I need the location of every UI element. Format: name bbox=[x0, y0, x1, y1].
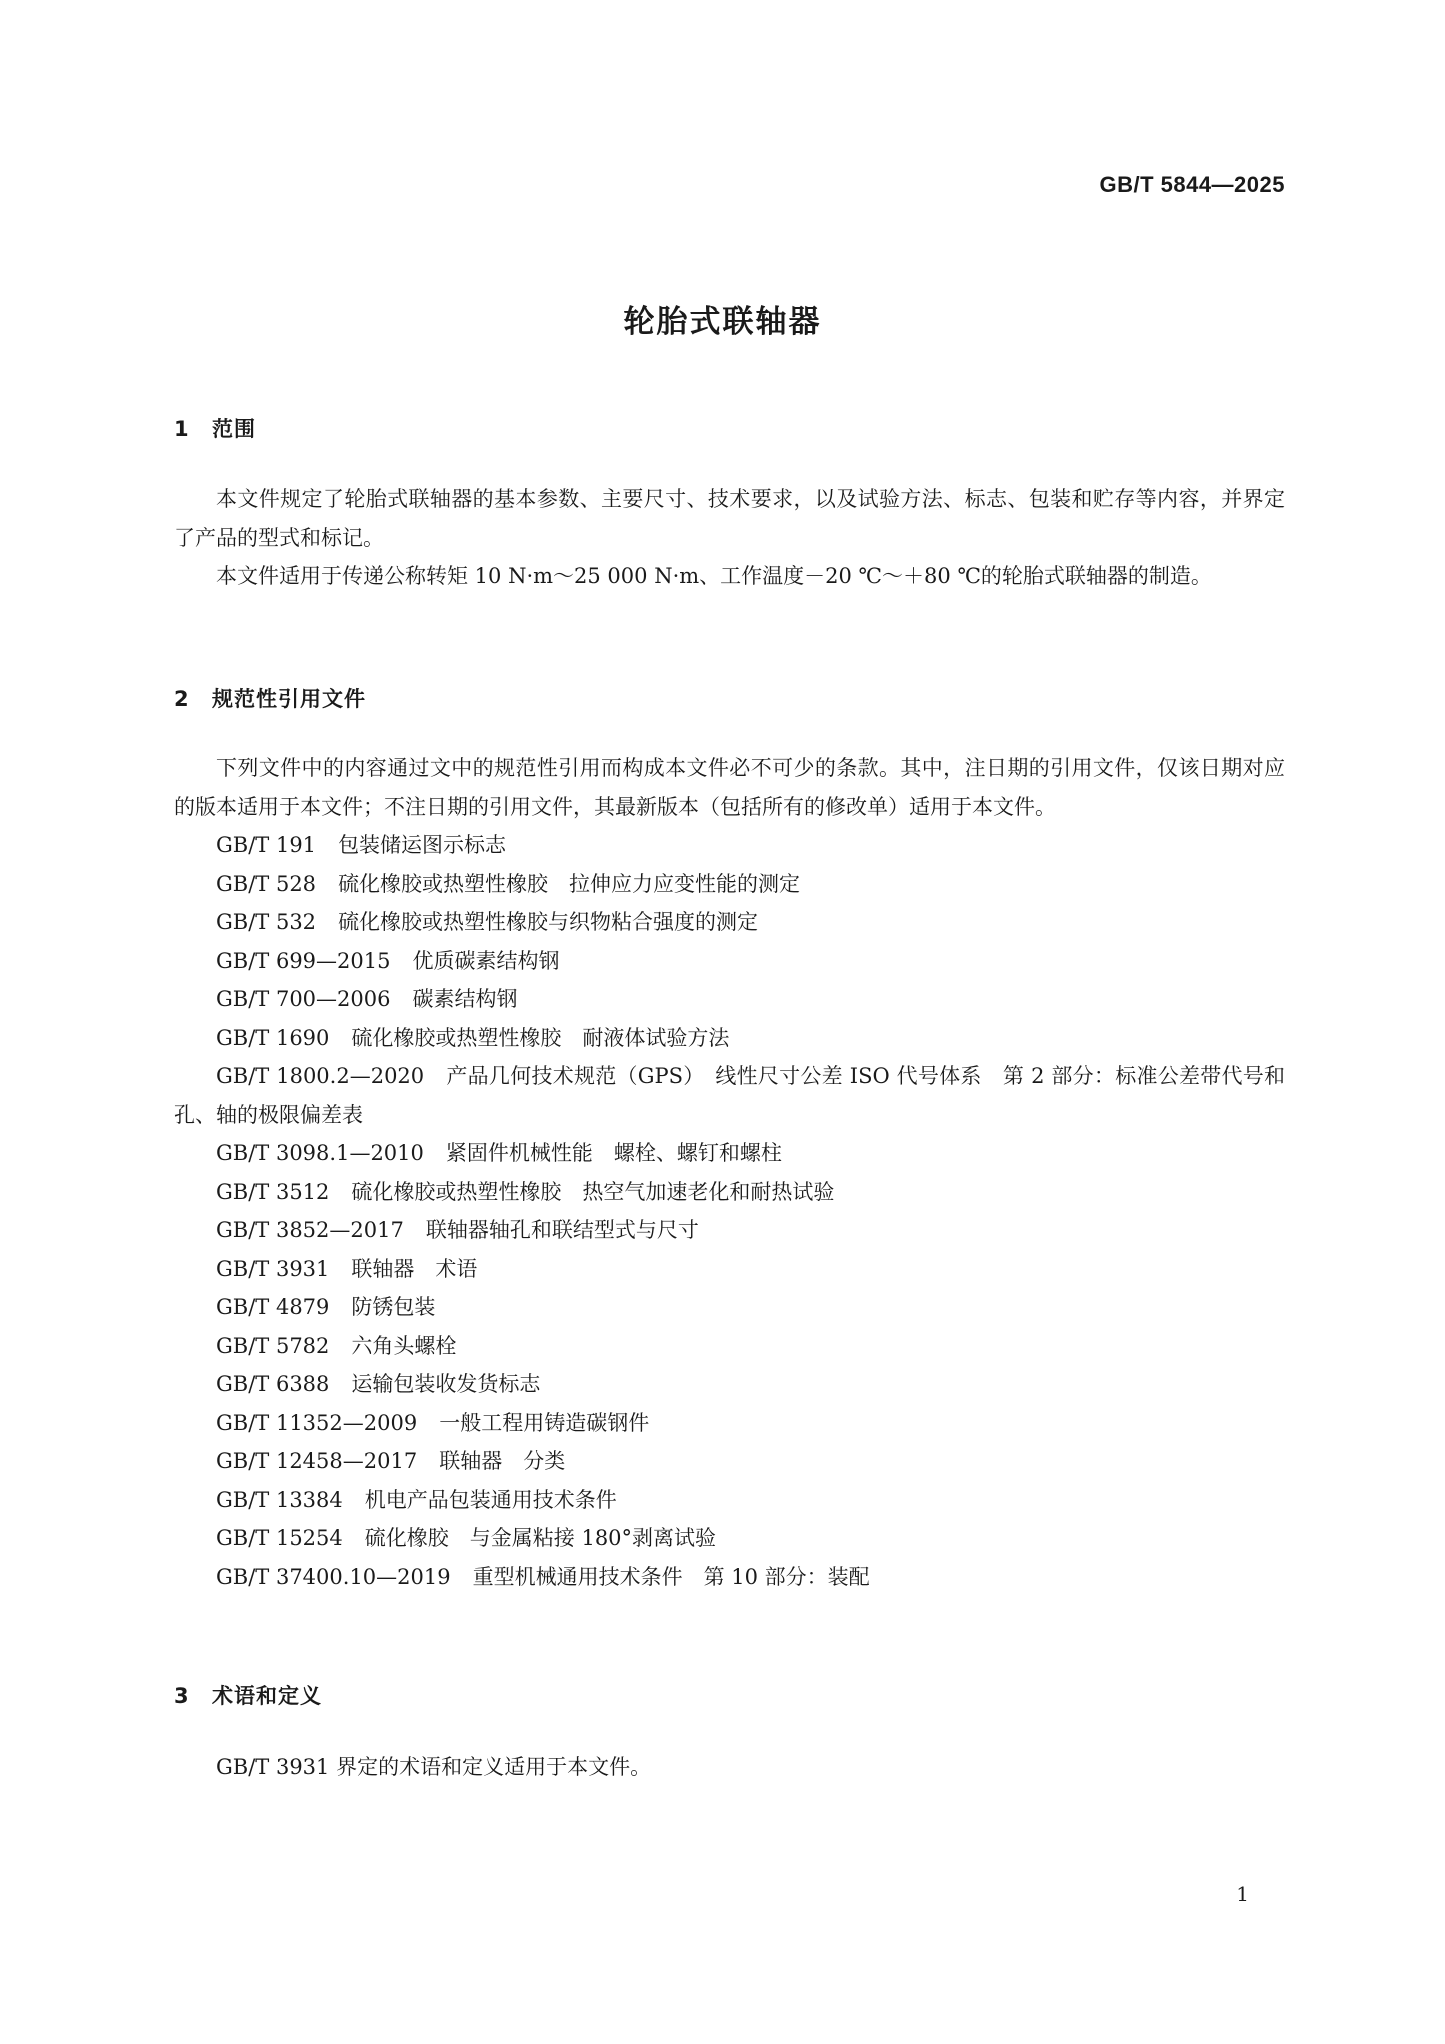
reference-item bbox=[174, 1442, 1285, 1481]
reference-title: 碳素结构钢 bbox=[412, 987, 518, 1011]
section-terms-definitions bbox=[174, 1680, 1285, 1787]
reference-item bbox=[174, 1404, 1285, 1443]
reference-code: GB/T 3098.1—2010 bbox=[216, 1141, 424, 1165]
reference-item bbox=[174, 826, 1285, 865]
reference-item bbox=[174, 1558, 1285, 1597]
reference-code: GB/T 4879 bbox=[216, 1295, 330, 1319]
reference-title: 硫化橡胶或热塑性橡胶与织物粘合强度的测定 bbox=[338, 910, 759, 934]
reference-code: GB/T 5782 bbox=[216, 1333, 330, 1358]
reference-code: GB/T 3852—2017 bbox=[216, 1218, 404, 1242]
paragraph: 本文件规定了轮胎式联轴器的基本参数、主要尺寸、技术要求，以及试验方法、标志、包装和贮存等内容，并界定了产品的型式和标记。 bbox=[174, 487, 1285, 550]
reference-code: GB/T 1690 bbox=[216, 1025, 330, 1050]
reference-item bbox=[174, 1519, 1285, 1558]
section-number: 2 bbox=[174, 687, 190, 711]
reference-item bbox=[174, 1250, 1285, 1289]
section-heading bbox=[174, 413, 1285, 445]
document-code: GB/T 5844—2025 bbox=[1099, 172, 1285, 197]
reference-title: 联轴器轴孔和联结型式与尺寸 bbox=[425, 1218, 699, 1242]
section-heading-text: 术语和定义 bbox=[212, 1684, 322, 1708]
reference-title: 联轴器 术语 bbox=[351, 1256, 478, 1281]
section-number: 1 bbox=[174, 417, 190, 441]
reference-code: GB/T 700—2006 bbox=[216, 987, 391, 1011]
reference-item bbox=[174, 1134, 1285, 1173]
reference-item bbox=[174, 865, 1285, 904]
paragraph: 本文件适用于传递公称转矩 10 N·m～25 000 N·m、工作温度－20 ℃～＋80 ℃的轮胎式联轴器的制造。 bbox=[216, 564, 1212, 588]
reference-item bbox=[174, 1211, 1285, 1250]
reference-title: 运输包装收发货标志 bbox=[351, 1372, 541, 1396]
reference-title: 紧固件机械性能 螺栓、螺钉和螺柱 bbox=[445, 1141, 782, 1165]
reference-code: GB/T 11352—2009 bbox=[216, 1410, 418, 1435]
reference-title: 联轴器 分类 bbox=[439, 1449, 566, 1473]
reference-code: GB/T 3931 bbox=[216, 1256, 330, 1281]
reference-item bbox=[174, 980, 1285, 1019]
section-heading bbox=[174, 683, 1285, 715]
reference-code: GB/T 6388 bbox=[216, 1372, 330, 1396]
reference-title: 重型机械通用技术条件 第 10 部分：装配 bbox=[472, 1564, 870, 1589]
reference-title: 防锈包装 bbox=[351, 1295, 436, 1319]
reference-title: 硫化橡胶或热塑性橡胶 热空气加速老化和耐热试验 bbox=[351, 1179, 835, 1204]
reference-code: GB/T 12458—2017 bbox=[216, 1449, 418, 1473]
reference-code: GB/T 3512 bbox=[216, 1179, 330, 1204]
reference-code: GB/T 15254 bbox=[216, 1526, 343, 1550]
reference-item bbox=[174, 1288, 1285, 1327]
reference-code: GB/T 191 bbox=[216, 833, 317, 857]
paragraph: GB/T 3931 界定的术语和定义适用于本文件。 bbox=[216, 1755, 652, 1779]
reference-item bbox=[174, 1057, 1285, 1134]
reference-item bbox=[174, 1481, 1285, 1520]
reference-title: 硫化橡胶 与金属粘接 180°剥离试验 bbox=[364, 1526, 717, 1550]
reference-code: GB/T 1800.2—2020 bbox=[216, 1064, 425, 1088]
reference-item bbox=[174, 903, 1285, 942]
section-heading-text: 规范性引用文件 bbox=[212, 687, 366, 711]
reference-code: GB/T 528 bbox=[216, 871, 317, 896]
reference-title: 六角头螺栓 bbox=[351, 1333, 457, 1358]
paragraph: 下列文件中的内容通过文中的规范性引用而构成本文件必不可少的条款。其中，注日期的引用文件，仅该日期对应的版本适用于本文件；不注日期的引用文件，其最新版本（包括所有的修改单）适用于本文件。 bbox=[174, 756, 1285, 819]
reference-title: 机电产品包装通用技术条件 bbox=[364, 1487, 617, 1512]
reference-item bbox=[174, 1365, 1285, 1404]
reference-item bbox=[174, 1327, 1285, 1366]
section-heading bbox=[174, 1680, 1285, 1712]
reference-title: 硫化橡胶或热塑性橡胶 耐液体试验方法 bbox=[351, 1025, 730, 1050]
reference-title: 一般工程用铸造碳钢件 bbox=[439, 1410, 650, 1435]
reference-title: 硫化橡胶或热塑性橡胶 拉伸应力应变性能的测定 bbox=[338, 871, 801, 896]
reference-code: GB/T 532 bbox=[216, 910, 317, 934]
section-heading-text: 范围 bbox=[212, 417, 256, 441]
section-normative-references bbox=[174, 683, 1285, 1596]
reference-item bbox=[174, 1019, 1285, 1058]
reference-code: GB/T 699—2015 bbox=[216, 948, 391, 973]
reference-title: 包装储运图示标志 bbox=[338, 833, 507, 857]
reference-item bbox=[174, 942, 1285, 981]
reference-title: 产品几何技术规范（GPS） 线性尺寸公差 ISO 代号体系 第 2 部分：标准公差带代号和孔、轴的极限偏差表 bbox=[174, 1064, 1286, 1127]
reference-code: GB/T 37400.10—2019 bbox=[216, 1564, 451, 1589]
reference-title: 优质碳素结构钢 bbox=[412, 948, 560, 973]
reference-code: GB/T 13384 bbox=[216, 1487, 343, 1512]
section-scope bbox=[174, 413, 1285, 596]
reference-list bbox=[174, 826, 1285, 1596]
page-number: 1 bbox=[1236, 1882, 1249, 1906]
document-title: 轮胎式联轴器 bbox=[623, 304, 822, 340]
section-number: 3 bbox=[174, 1684, 190, 1708]
reference-item bbox=[174, 1173, 1285, 1212]
